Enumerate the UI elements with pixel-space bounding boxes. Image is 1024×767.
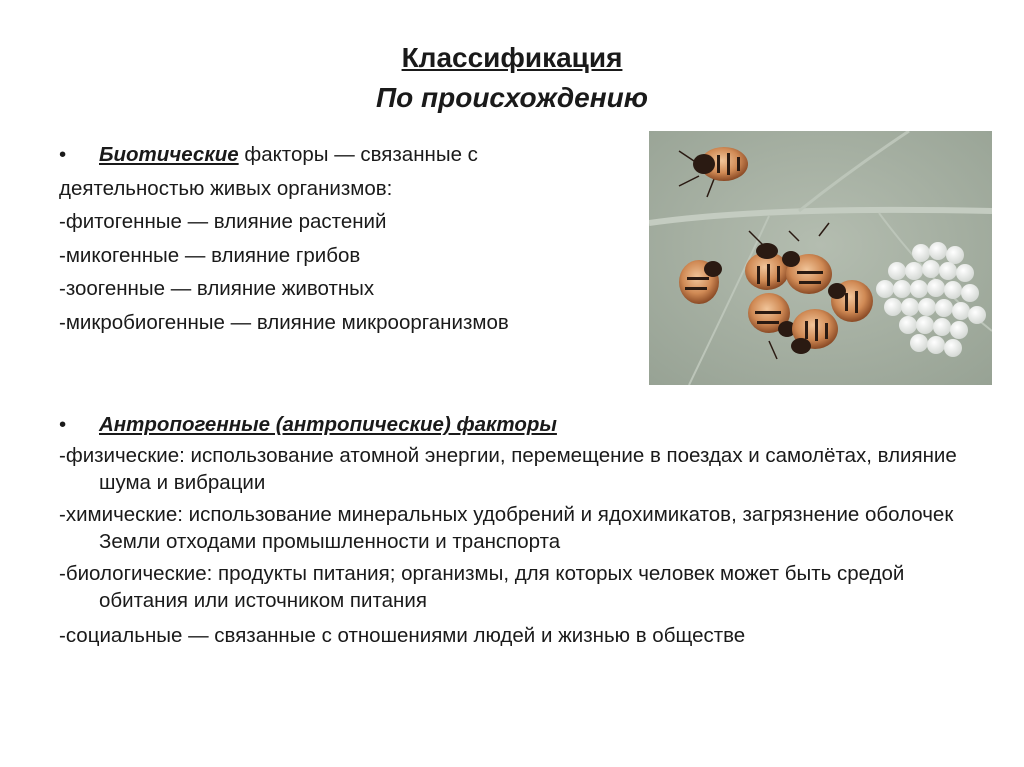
- biotic-heading-rest: факторы — связанные с: [238, 143, 478, 166]
- anthropogenic-heading-line: [59, 408, 989, 442]
- anthropogenic-item-chemical: -химические: использование минеральных удобрений и ядохимикатов, загрязнение оболочек Земли отходами промышленности и транспорта: [59, 502, 954, 553]
- anthropogenic-item-social: -социальные — связанные с отношениями людей и жизнью в обществе: [59, 623, 746, 647]
- anthropogenic-item-biological: -биологические: продукты питания; организмы, для которых человек может быть средой обитания или источником питания: [59, 561, 905, 612]
- biotic-continuation: деятельностью живых организмов:: [59, 176, 393, 200]
- insects-photo: [649, 131, 992, 385]
- anthropogenic-heading: Антропогенные (антропические) факторы: [99, 413, 557, 436]
- bug-nymphs-image: [649, 131, 992, 385]
- biotic-item-phytogenic: -фитогенные — влияние растений: [59, 210, 387, 233]
- anthropogenic-section: [59, 408, 989, 652]
- anthropogenic-item-physical: -физические: использование атомной энергии, перемещение в поездах и самолётах, влияние шума и вибрации: [59, 443, 957, 494]
- biotic-heading-line: [59, 138, 639, 172]
- bullet-dot: •: [59, 143, 67, 166]
- title-line-2: По происхождению: [376, 82, 648, 113]
- title-line-1: Классификация: [401, 42, 623, 73]
- biotic-item-mycogenic: -микогенные — влияние грибов: [59, 243, 361, 267]
- biotic-heading: Биотические: [99, 143, 239, 166]
- biotic-item-zoogenic: -зоогенные — влияние животных: [59, 277, 375, 300]
- biotic-section: [59, 138, 639, 339]
- biotic-item-microbiogenic: -микробиогенные — влияние микроорганизмов: [59, 310, 509, 334]
- slide-title: [0, 38, 1024, 118]
- bullet-dot: •: [59, 413, 67, 436]
